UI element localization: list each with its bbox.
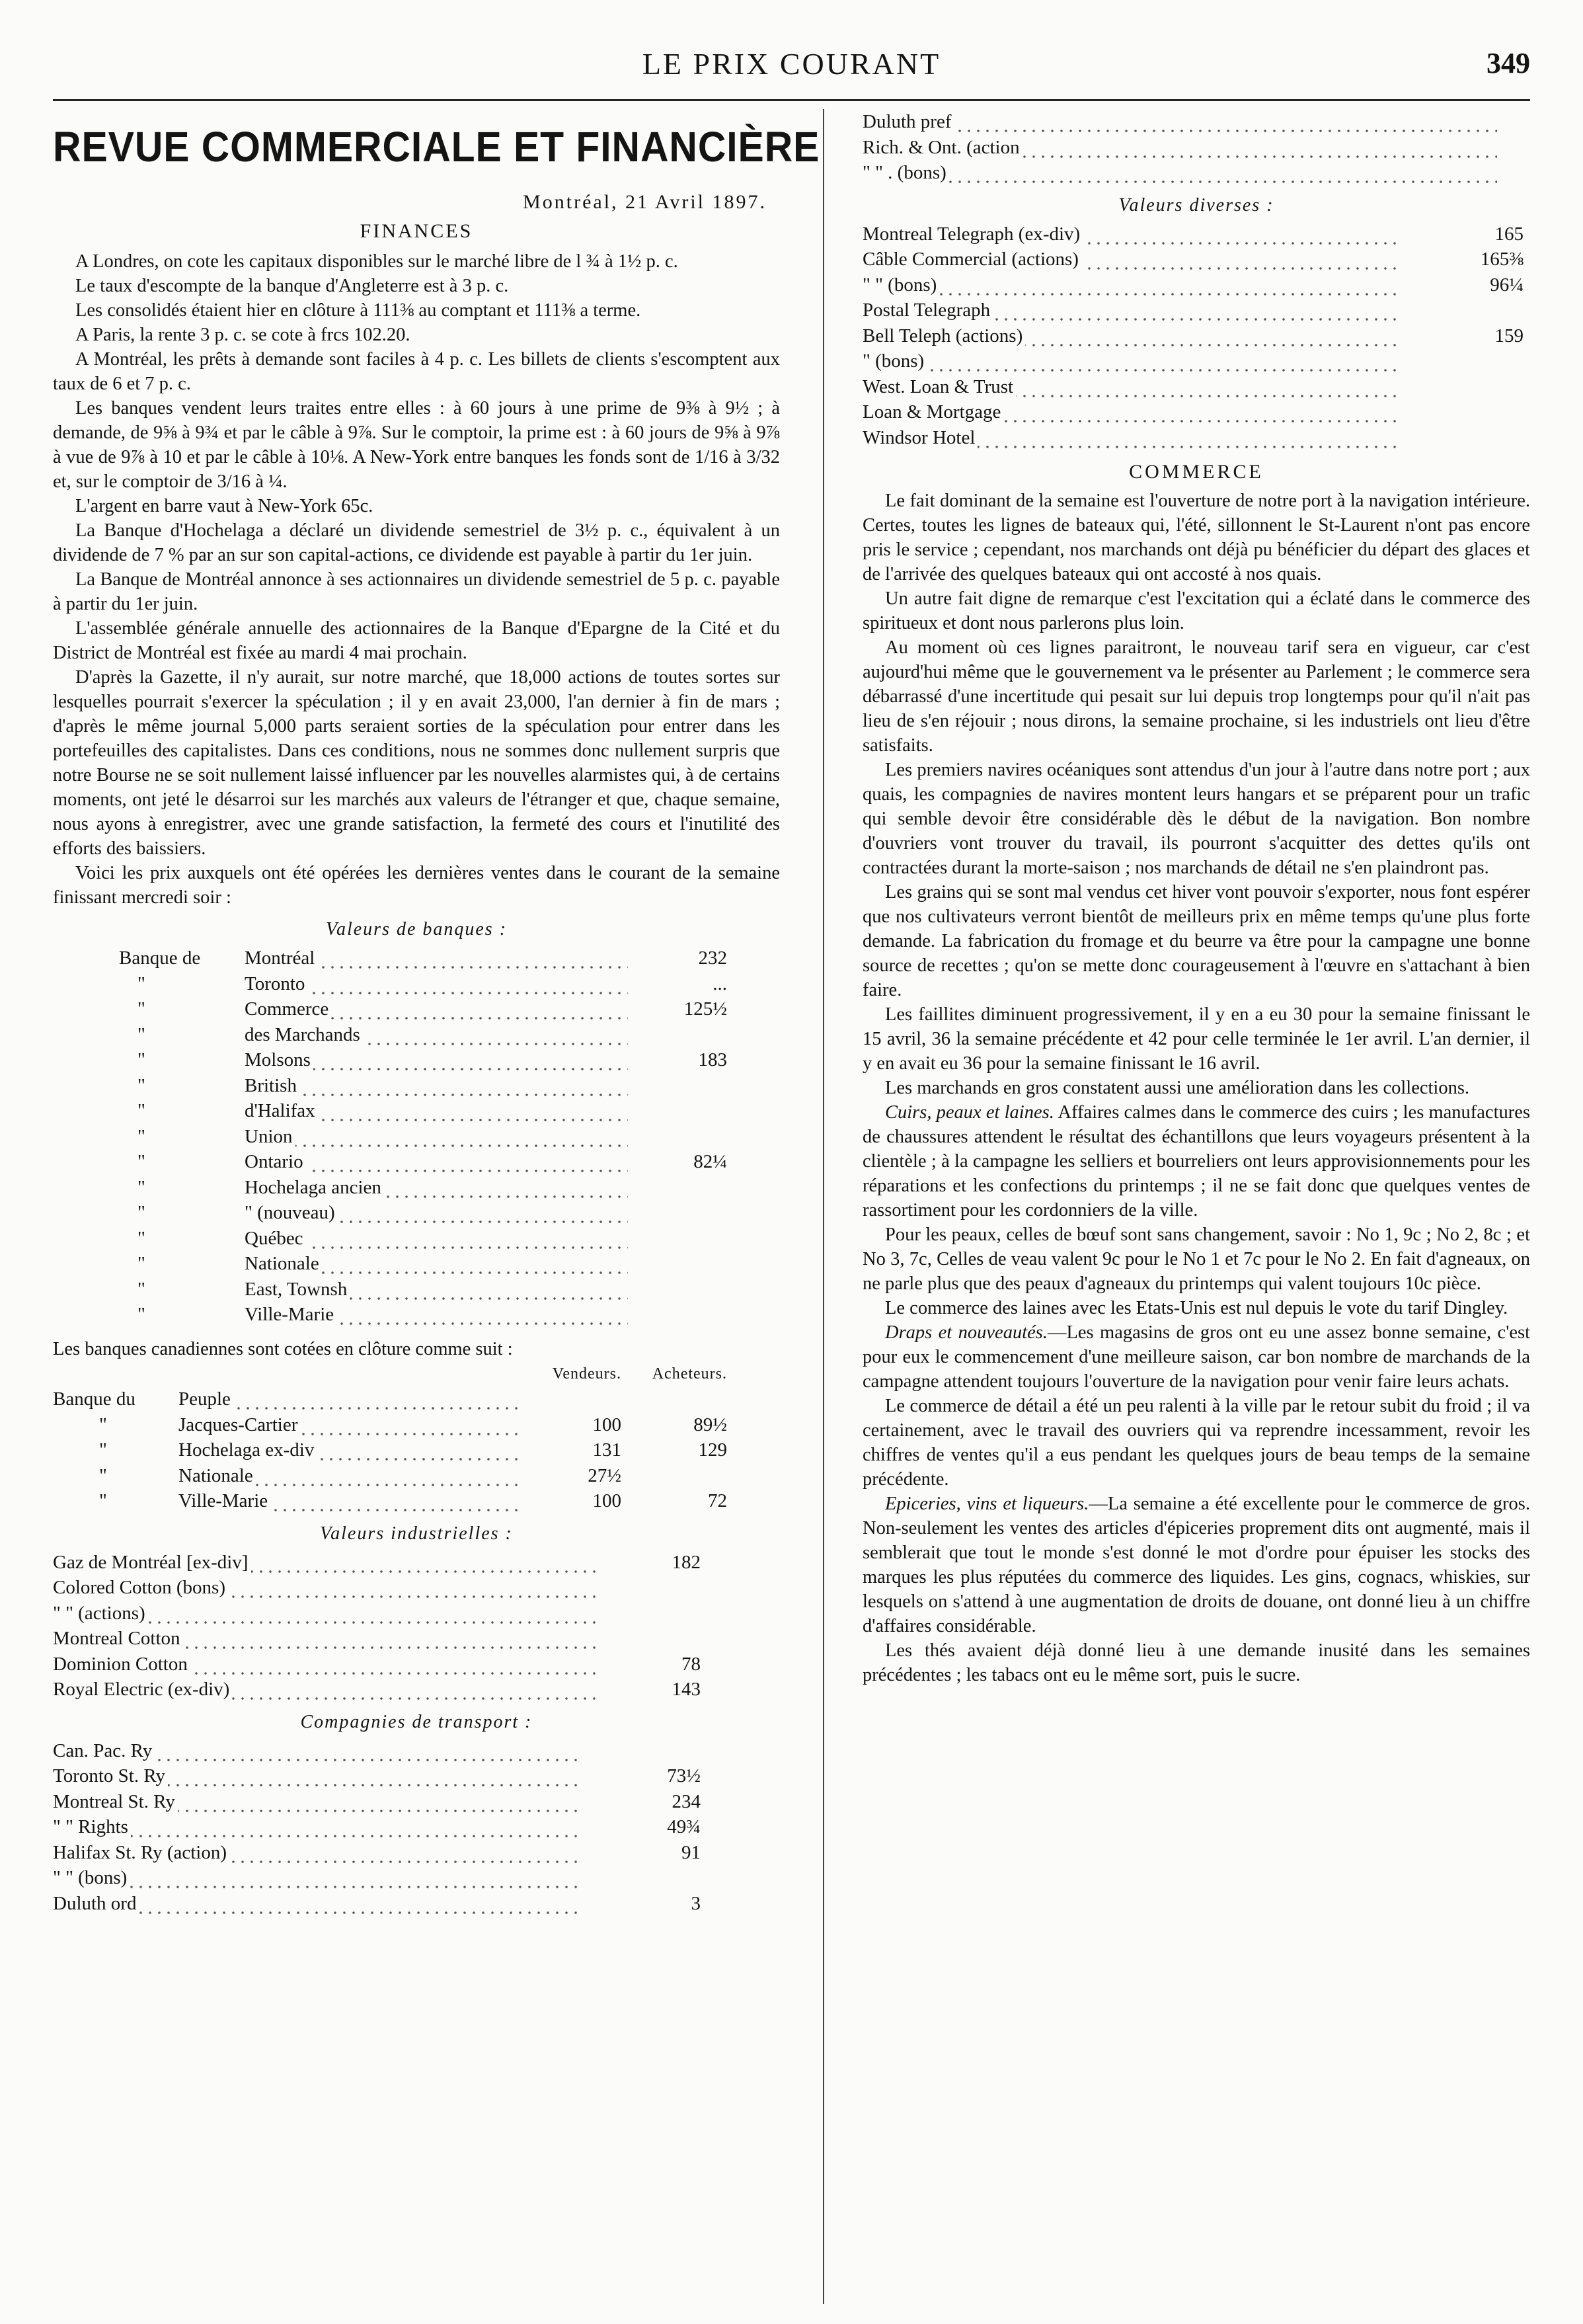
bank-value <box>628 1251 727 1277</box>
finance-paragraph: La Banque de Montréal annonce à ses actionnaires un dividende semestriel de 5 p. c. payable à partir du 1er juin. <box>53 569 780 614</box>
bank-value: 125½ <box>683 998 727 1020</box>
industrial-row <box>53 1575 701 1601</box>
bank-prefix: " <box>99 1490 107 1511</box>
canadian-banks-table <box>53 1361 727 1514</box>
industrial-row <box>53 1677 701 1703</box>
diverse-row <box>863 323 1524 349</box>
paragraph-text: Les marchands en gros constatent aussi une amélioration dans les collections. <box>885 1078 1470 1098</box>
bank-name: Ville-Marie <box>245 1304 336 1325</box>
diverse-row <box>863 298 1524 323</box>
page-header <box>53 46 1530 99</box>
paragraph-lead: Draps et nouveautés. <box>885 1322 1048 1343</box>
bank-row <box>119 1251 727 1277</box>
item-value <box>1402 348 1524 374</box>
paragraph-text: Au moment où ces lignes paraitront, le nouveau tarif sera en vigueur, car c'est aujourd'hui même que le gouvernement va le présenter au Parlement ; le commerce sera débarrassé d'une incertitude qui pesait sur lui depuis trop longtemps pour qu'il n'ait pas lieu de s'en réjouir ; nous dirons, la semaine prochaine, si les industriels ont lieu d'être satisfaits. <box>863 637 1530 756</box>
item-value: 182 <box>672 1551 701 1573</box>
item-value <box>580 1738 701 1764</box>
item-name: Colored Cotton (bons) <box>53 1577 228 1598</box>
diverses-heading: Valeurs diverses : <box>1118 194 1274 216</box>
item-name: Halifax St. Ry (action) <box>53 1842 229 1863</box>
item-value: 234 <box>672 1790 701 1812</box>
item-name: Royal Electric (ex-div) <box>53 1679 232 1700</box>
item-value <box>1497 135 1524 161</box>
transport-row <box>53 1814 701 1840</box>
item-name: Duluth pref <box>863 111 954 132</box>
bank-name: Commerce <box>245 998 331 1020</box>
bank-name: Ontario <box>245 1151 306 1172</box>
finance-paragraph: A Paris, la rente 3 p. c. se cote à frcs 102.20. <box>75 325 410 345</box>
commerce-text <box>863 489 1530 1687</box>
item-name: Windsor Hotel <box>863 427 978 448</box>
canadian-bank-row <box>53 1412 727 1438</box>
vendeurs-value <box>522 1386 621 1412</box>
bank-name: " (nouveau) <box>245 1202 338 1223</box>
item-value: 91 <box>681 1841 701 1863</box>
bank-prefix: " <box>137 1125 145 1147</box>
commerce-paragraph <box>863 758 1530 880</box>
bank-name: East, Townsh <box>245 1279 350 1300</box>
bank-value <box>628 1200 727 1226</box>
bank-row <box>119 1226 727 1252</box>
rail-row <box>863 160 1524 186</box>
paragraph-text: Un autre fait digne de remarque c'est l'excitation qui a éclaté dans le commerce des spiritueux et dont nous parlerons plus loin. <box>863 588 1530 633</box>
bank-name: British <box>245 1075 299 1096</box>
rail-row <box>863 135 1524 161</box>
item-value <box>1402 425 1524 451</box>
item-value <box>1402 399 1524 425</box>
diverse-row <box>863 425 1524 451</box>
item-name: Gaz de Montréal [ex-div] <box>53 1552 251 1573</box>
transport-heading: Compagnies de transport : <box>300 1711 533 1732</box>
item-value <box>602 1626 701 1652</box>
diverse-row <box>863 348 1524 374</box>
item-name: " " (bons) <box>863 274 939 296</box>
bank-value: 183 <box>698 1049 727 1070</box>
item-value: 73½ <box>667 1765 701 1786</box>
commerce-paragraph <box>863 1492 1530 1638</box>
canadian-bank-row <box>53 1463 727 1489</box>
finance-paragraph: Voici les prix auxquels ont été opérées les dernières ventes dans le courant de la semaine finissant mercredi soir : <box>53 863 780 908</box>
bank-name: Toronto <box>245 973 307 994</box>
bank-value <box>628 1073 727 1099</box>
diverse-row <box>863 374 1524 400</box>
bank-value: 232 <box>698 947 727 969</box>
item-name: Montreal Telegraph (ex-div) <box>863 223 1083 245</box>
item-name: Montreal St. Ry <box>53 1791 178 1812</box>
commerce-paragraph <box>863 1394 1530 1492</box>
bank-prefix: " <box>99 1439 107 1461</box>
commerce-paragraph <box>863 880 1530 1002</box>
commerce-paragraph <box>863 1002 1530 1076</box>
transport-row <box>53 1763 701 1789</box>
vendeurs-value: 131 <box>592 1439 621 1461</box>
bank-row <box>119 1098 727 1124</box>
bank-prefix: " <box>99 1464 107 1486</box>
item-name: Rich. & Ont. (action <box>863 137 1023 158</box>
item-value: 96¼ <box>1490 274 1524 296</box>
bank-prefix: " <box>137 1253 145 1274</box>
diverse-row <box>863 399 1524 425</box>
paragraph-text: Les thés avaient déjà donné lieu à une demande inusité dans les semaines précédentes ; les tabacs ont eu le même sort, puis le sucre. <box>863 1640 1530 1685</box>
bank-row <box>119 971 727 997</box>
diverse-row <box>863 221 1524 247</box>
item-name: Can. Pac. Ry <box>53 1740 155 1761</box>
paragraph-lead: Cuirs, peaux et laines. <box>885 1102 1054 1123</box>
acheteurs-value <box>621 1386 727 1412</box>
bank-name: Union <box>245 1126 295 1147</box>
acheteurs-value <box>621 1463 727 1489</box>
bank-value <box>628 1124 727 1150</box>
commerce-paragraph <box>863 1320 1530 1394</box>
bank-prefix: " <box>137 1151 145 1172</box>
bank-name: d'Halifax <box>245 1100 318 1121</box>
col-acheteurs: Acheteurs. <box>652 1365 727 1382</box>
canadian-banks-intro: Les banques canadiennes sont cotées en clôture comme suit : <box>53 1338 513 1359</box>
paragraph-text: Le commerce de détail a été un peu ralenti à la ville par le retour subit du froid ; il va certainement, avec le travail des ouvriers qui va reprendre incessamment, revoir les chiffres de ventes qu'il a eus pendant les quelques jours de beau temps de la semaine précédente. <box>863 1396 1530 1490</box>
diverses-table <box>863 221 1524 451</box>
bank-prefix: " <box>137 1304 145 1325</box>
vendeurs-value: 27½ <box>588 1464 621 1486</box>
bank-name: Nationale <box>245 1253 322 1274</box>
bank-row <box>119 1302 727 1328</box>
bank-row <box>119 1047 727 1073</box>
finance-paragraph: L'argent en barre vaut à New-York 65c. <box>75 496 373 516</box>
commerce-paragraph <box>863 1296 1530 1320</box>
bank-name: Québec <box>245 1228 306 1249</box>
bank-prefix: " <box>99 1414 107 1435</box>
acheteurs-value: 72 <box>708 1490 727 1511</box>
commerce-paragraph <box>863 635 1530 758</box>
bank-value: 82¼ <box>693 1151 727 1172</box>
paragraph-text: Le fait dominant de la semaine est l'ouverture de notre port à la navigation intérieure. Certes, toutes les lignes de bateaux qui, l'été, sillonnent le St-Laurent n'ont pas encore pris le service ; cependant, nos marchands ont déjà pu bénéficier du départ des glaces et de l'arrivée des quelques bateaux qui ont accosté à nos quais. <box>863 491 1530 584</box>
item-value: 3 <box>691 1892 701 1914</box>
diverse-row <box>863 272 1524 298</box>
commerce-paragraph <box>863 586 1530 635</box>
bank-value <box>628 1022 727 1048</box>
industrial-row <box>53 1601 701 1626</box>
item-value: 165⅜ <box>1480 249 1524 270</box>
commerce-paragraph <box>863 1100 1530 1222</box>
item-name: " " (actions) <box>53 1603 148 1624</box>
item-name: Duluth ord <box>53 1893 139 1914</box>
bank-name: Jacques-Cartier <box>178 1414 300 1435</box>
right-column <box>863 109 1530 1687</box>
item-value <box>1497 109 1524 135</box>
bank-prefix: " <box>137 998 145 1020</box>
bank-value <box>628 1302 727 1328</box>
journal-title: LE PRIX COURANT <box>642 47 941 81</box>
item-name: Toronto St. Ry <box>53 1765 168 1786</box>
bank-prefix: " <box>137 1202 145 1223</box>
item-name: Postal Telegraph <box>863 300 993 321</box>
item-value <box>1402 374 1524 400</box>
bank-prefix: " <box>137 1227 145 1249</box>
item-name: " " Rights <box>53 1816 131 1837</box>
item-name: Câble Commercial (actions) <box>863 249 1081 270</box>
finance-paragraph: Les consolidés étaient hier en clôture à 111⅜ au comptant et 111⅜ a terme. <box>75 300 641 321</box>
commerce-paragraph <box>863 489 1530 586</box>
bank-row <box>119 1149 727 1175</box>
bank-row <box>119 1022 727 1048</box>
item-name: " " (bons) <box>53 1867 130 1888</box>
transport-row <box>53 1865 701 1891</box>
bank-value: ... <box>713 973 727 994</box>
finance-paragraph: Le taux d'escompte de la banque d'Angleterre est à 3 p. c. <box>75 276 509 296</box>
item-name: Dominion Cotton <box>53 1654 190 1675</box>
dateline: Montréal, 21 Avril 1897. <box>523 191 767 213</box>
header-rule <box>53 99 1530 101</box>
bank-prefix: " <box>137 1049 145 1070</box>
item-name: " (bons) <box>863 350 927 372</box>
item-name: Loan & Mortgage <box>863 401 1003 422</box>
rail-row <box>863 109 1524 135</box>
item-value: 49¾ <box>667 1816 701 1837</box>
paragraph-text: Les faillites diminuent progressivement, il y en a eu 30 pour la semaine finissant le 15 avril, 36 la semaine précédente et 42 pour celle terminée le 1er avril. L'an dernier, il y en avait eu 36 pour la semaine finissant le 16 avril. <box>863 1004 1530 1074</box>
paragraph-text: Pour les peaux, celles de bœuf sont sans changement, savoir : No 1, 9c ; No 2, 8c ; et No 3, 7c, Celles de veau valent 9c pour le No 1 et 7c pour le No 2. En fait d'agneaux, on ne parle plus que des peaux d'agneaux du printemps qui valent toujours 10c pièce. <box>863 1224 1530 1294</box>
bank-prefix: Banque du <box>53 1388 135 1410</box>
bank-name: Montréal <box>245 947 317 969</box>
item-value <box>602 1601 701 1626</box>
commerce-paragraph <box>863 1638 1530 1687</box>
commerce-paragraph <box>863 1222 1530 1296</box>
banques-heading: Valeurs de banques : <box>325 919 508 940</box>
bank-name: Ville-Marie <box>178 1490 270 1511</box>
finance-paragraph: A Londres, on cote les capitaux disponibles sur le marché libre de l ¾ à 1½ p. c. <box>75 251 678 272</box>
finance-paragraph: La Banque d'Hochelaga a déclaré un dividende semestriel de 3½ p. c., équivalent à un dividende de 7 % par an sur son capital-actions, ce dividende est payable à partir du 1er juin. <box>53 520 780 565</box>
paragraph-text: Les grains qui se sont mal vendus cet hiver vont pouvoir s'exporter, nous font espérer que nos cultivateurs verront bientôt de meilleurs prix en même temps qu'une plus forte demande. La fabrication du fromage et du beurre va être pour la campagne une bonne source de recettes ; qu'on se mette donc courageusement à l'œuvre en s'attachant à bien faire. <box>863 882 1530 1000</box>
bank-prefix: " <box>137 1100 145 1121</box>
canadian-banks-header <box>53 1361 727 1387</box>
bank-row <box>119 1124 727 1150</box>
canadian-bank-row <box>53 1437 727 1463</box>
bank-prefix: " <box>137 1176 145 1198</box>
bank-row <box>119 945 727 971</box>
acheteurs-value: 129 <box>698 1439 727 1461</box>
paragraph-text: —Les magasins de gros ont eu une assez bonne semaine, c'est pour eux le commencement d'une meilleure saison, car bon nombre de marchands de la campagne attendent toujours l'ouverture de la navigation pour venir faire leurs achats. <box>863 1322 1530 1392</box>
bank-row <box>119 1073 727 1099</box>
paragraph-text: Le commerce des laines avec les Etats-Unis est nul depuis le vote du tarif Dingley. <box>885 1298 1508 1318</box>
industrielles-heading: Valeurs industrielles : <box>320 1523 513 1544</box>
industrial-row <box>53 1652 701 1677</box>
bank-row <box>119 1175 727 1201</box>
bank-name: Molsons <box>245 1049 313 1070</box>
commerce-heading: COMMERCE <box>1129 461 1264 483</box>
paragraph-text: —La semaine a été excellente pour le commerce de gros. Non-seulement les ventes des articles d'épiceries proprement dits ont augmenté, mais il semblerait que tout le monde s'est donné le mot d'ordre pour épuiser les stocks des marques les plus réputées du commerce des liquides. Les gins, cognacs, whiskies, sur lesquels on s'attend à une augmentation de droits de douane, ont donné lieu à un chiffre d'affaires considérable. <box>863 1494 1530 1636</box>
item-value: 165 <box>1494 223 1524 245</box>
item-name: Bell Teleph (actions) <box>863 325 1025 346</box>
bank-prefix: " <box>137 1278 145 1300</box>
finances-heading: FINANCES <box>360 220 473 242</box>
bank-prefix: " <box>137 973 145 994</box>
industrial-row <box>53 1626 701 1652</box>
bank-row <box>119 1277 727 1302</box>
bank-prefix: " <box>137 1074 145 1096</box>
rail-continued-table <box>863 109 1524 186</box>
item-value <box>1497 160 1524 186</box>
banques-table <box>119 945 727 1328</box>
transport-row <box>53 1840 701 1866</box>
acheteurs-value: 89½ <box>693 1414 727 1435</box>
transport-row <box>53 1789 701 1815</box>
finance-paragraph: A Montréal, les prêts à demande sont faciles à 4 p. c. Les billets de clients s'escomptent aux taux de 6 et 7 p. c. <box>53 349 780 394</box>
item-value <box>602 1575 701 1601</box>
item-name: Montreal Cotton <box>53 1628 183 1649</box>
bank-value <box>628 1098 727 1124</box>
bank-name: des Marchands <box>245 1024 363 1045</box>
item-name: " " . (bons) <box>863 162 949 183</box>
bank-name: Peuple <box>178 1388 233 1410</box>
item-value <box>1402 298 1524 323</box>
item-value <box>580 1865 701 1891</box>
transport-row <box>53 1738 701 1764</box>
canadian-bank-row <box>53 1386 727 1412</box>
bank-name: Hochelaga ancien <box>245 1177 384 1198</box>
finances-text <box>53 249 780 910</box>
transport-row <box>53 1891 701 1917</box>
bank-value <box>628 1175 727 1201</box>
paragraph-lead: Epiceries, vins et liqueurs. <box>885 1494 1089 1514</box>
bank-value <box>628 1226 727 1252</box>
bank-row <box>119 996 727 1022</box>
bank-name: Nationale <box>178 1465 256 1486</box>
bank-value <box>628 1277 727 1302</box>
section-title: REVUE COMMERCIALE ET FINANCIÈRE <box>53 123 820 171</box>
column-divider <box>823 109 824 2304</box>
finance-paragraph: D'après la Gazette, il n'y aurait, sur notre marché, que 18,000 actions de toutes sortes sur lesquelles pourrait s'exercer la spéculation ; il y en avait 23,000, l'an dernier à fin de mars ; d'après le même journal 5,000 parts seraient sorties de la spéculation pour entrer dans les portefeuilles des capitalistes. Dans ces conditions, nous ne sommes donc nullement surpris que notre Bourse ne se soit nullement laissé influencer par les nouvelles alarmistes qui, à de certains moments, ont jeté le désarroi sur les marchés aux valeurs de l'étranger et que, chaque semaine, nous ayons à enregistrer, avec une grande satisfaction, la fermeté des cours et l'inutilité des efforts des baissiers. <box>53 667 780 859</box>
commerce-paragraph <box>863 1076 1530 1100</box>
canadian-bank-row <box>53 1488 727 1514</box>
paragraph-text: Les premiers navires océaniques sont attendus d'un jour à l'autre dans notre port ; aux quais, les compagnies de navires montent leurs hangars et se préparent pour un trafic qui semble devoir être considérable dès le début de la navigation. Bon nombre d'ouvriers vont trouver du travail, ils pourront s'acquitter des dettes qu'ils ont contractées durant la morte-saison ; nos marchands de détail ne s'en plaindront pas. <box>863 760 1530 878</box>
page-number: 349 <box>1486 47 1530 79</box>
diverse-row <box>863 247 1524 272</box>
finance-paragraph: Les banques vendent leurs traites entre elles : à 60 jours à une prime de 9⅜ à 9½ ; à demande, de 9⅝ à 9¾ et par le câble à 9⅞. Sur le comptoir, la prime est : à 60 jours de 9⅝ à 9⅞ à vue de 9⅞ à 10 et par le câble à 10⅛. A New-York entre banques les fonds sont de 1/16 à 3/32 et, sur le comptoir de 3/16 à ¼. <box>53 398 780 492</box>
left-column <box>53 109 820 1916</box>
vendeurs-value: 100 <box>592 1490 621 1511</box>
bank-name: Hochelaga ex-div <box>178 1439 317 1461</box>
item-value: 143 <box>672 1679 701 1700</box>
industrial-row <box>53 1550 701 1576</box>
item-name: West. Loan & Trust <box>863 376 1016 397</box>
bank-prefix: " <box>137 1023 145 1045</box>
vendeurs-value: 100 <box>592 1414 621 1435</box>
item-value: 159 <box>1494 325 1524 346</box>
industrielles-table <box>53 1550 701 1703</box>
col-vendeurs: Vendeurs. <box>552 1365 621 1382</box>
bank-row <box>119 1200 727 1226</box>
bank-prefix: Banque de <box>119 947 201 969</box>
paragraph-text: Affaires calmes dans le commerce des cuirs ; les manufactures de chaussures attendent le résultat des échantillons que leurs voyageurs présentent à la clientèle ; à la campagne les selliers et bourreliers ont leurs approvisionnements pour les réparations et les confections du printemps ; il ne se fait donc que quelques ventes de rassortiment pour les cordonniers de la ville. <box>863 1102 1530 1221</box>
finance-paragraph: L'assemblée générale annuelle des actionnaires de la Banque d'Epargne de la Cité et du District de Montréal est fixée au mardi 4 mai prochain. <box>53 618 780 663</box>
transport-table <box>53 1738 701 1917</box>
item-value: 78 <box>681 1653 701 1675</box>
